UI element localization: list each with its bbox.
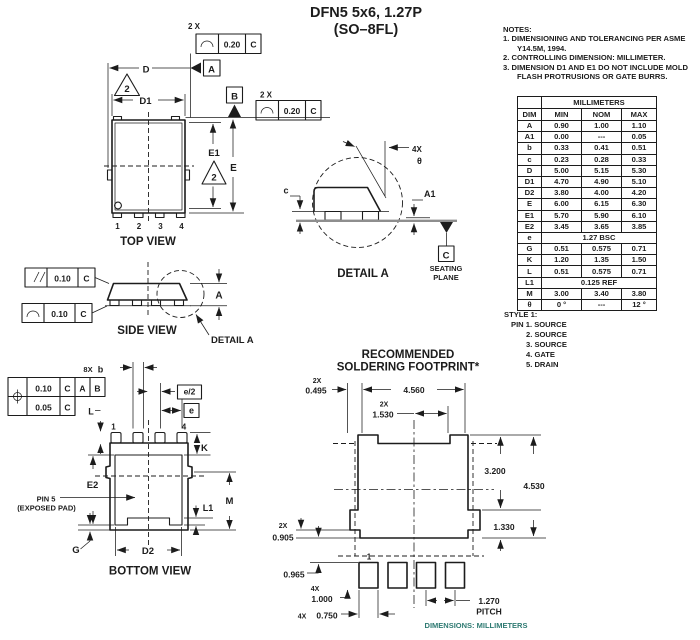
dim-a-label: A: [215, 290, 223, 302]
profile-datum-3: C: [80, 309, 87, 319]
dimensions-note: DIMENSIONS: MILLIMETERS: [424, 621, 528, 630]
qty-2x-top: 2 X: [187, 22, 201, 31]
fp-dim-0965: 0.965: [283, 569, 305, 580]
parallelism-symbol-icon: [34, 272, 45, 282]
qty-2x-0495: 2X: [312, 378, 322, 385]
qty-8x: 8X: [83, 365, 93, 374]
side-view-caption: SIDE VIEW: [117, 325, 177, 337]
table-row: e 1.27 BSC: [518, 232, 657, 243]
pin5-label: PIN 5: [36, 494, 56, 504]
qty-2x-1530: 2X: [379, 401, 389, 409]
drawing-title: [286, 5, 446, 38]
dim-g-label: G: [72, 545, 80, 556]
datum-b-triangle-icon: [228, 105, 241, 118]
table-corner-cell: [518, 97, 542, 109]
table-row: L1 0.125 REF: [518, 277, 657, 288]
table-row: D1 4.70 4.90 5.10: [518, 176, 657, 187]
dim-l1-label: L1: [202, 503, 214, 513]
profile-tol-1: 0.20: [223, 39, 241, 50]
table-row: L 0.51 0.575 0.71: [518, 266, 657, 277]
parallel-tol: 0.10: [54, 273, 71, 284]
style-pin-1: PIN 1. SOURCE: [511, 320, 567, 329]
style-pin-4: 4. GATE: [526, 350, 555, 359]
fp-dim-1270: 1.270: [478, 596, 500, 606]
fp-dim-1530: 1.530: [372, 409, 394, 420]
table-row: G 0.51 0.575 0.71: [518, 244, 657, 255]
table-header-row: DIM MIN NOM MAX: [518, 109, 657, 121]
detail-a-zoom-circle: [157, 271, 204, 318]
exposed-pad-label: (EXPOSED PAD): [17, 503, 76, 513]
style-pin-3: 3. SOURCE: [526, 340, 567, 349]
dim-d-label: D: [142, 64, 150, 76]
table-row: c 0.23 0.28 0.33: [518, 154, 657, 165]
note-item: 1. DIMENSIONING AND TOLERANCING PER ASME Y14.5M, 1994.: [503, 34, 686, 53]
bottom-view-caption: BOTTOM VIEW: [108, 565, 192, 578]
datum-b-label: B: [231, 91, 238, 103]
profile-tol-3: 0.10: [51, 309, 68, 319]
datum-c-label: C: [442, 250, 450, 262]
datum-a-triangle-icon: [191, 63, 202, 74]
dim-e-label: E: [230, 163, 237, 174]
style-pin-5: 5. DRAIN: [526, 360, 559, 369]
position-datum-c: C: [64, 383, 71, 394]
fp-dim-1330: 1.330: [493, 522, 515, 532]
profile-symbol-icon: [27, 311, 39, 317]
dim-l-label: L: [88, 406, 94, 417]
dim-m-label: M: [225, 496, 234, 507]
position-datum-c2: C: [64, 402, 71, 413]
bottom-pin1-label: 1: [111, 422, 116, 432]
profile-datum-2: C: [310, 106, 317, 116]
top-pin2-label: 2: [136, 222, 142, 231]
dim-d2-label: D2: [141, 546, 155, 557]
detail-a-ref-label: DETAIL A: [211, 335, 254, 346]
top-view-caption: TOP VIEW: [120, 236, 176, 248]
position-symbol-icon: [11, 390, 25, 404]
fp-dim-0750: 0.750: [316, 610, 338, 621]
top-pin1-label: 1: [115, 222, 120, 231]
title-line-2: (SO–8FL): [333, 21, 399, 38]
top-pin3-label: 3: [158, 222, 163, 231]
fp-dim-0495: 0.495: [305, 385, 327, 396]
table-group-header-row: [518, 97, 657, 109]
bottom-view: [8, 362, 236, 578]
fp-dim-3200: 3.200: [484, 466, 506, 476]
table-row: b 0.33 0.41 0.51: [518, 143, 657, 154]
side-view: [22, 262, 254, 346]
detail-a-view: [283, 141, 462, 282]
datum-a-label: A: [208, 64, 215, 76]
notes-block: [503, 25, 689, 81]
fp-dim-4530: 4.530: [523, 481, 545, 491]
table-row: D2 3.80 4.00 4.20: [518, 188, 657, 199]
table-row: K 1.20 1.35 1.50: [518, 255, 657, 266]
qty-4x-theta: 4X: [412, 145, 422, 154]
table-row: D 5.00 5.15 5.30: [518, 165, 657, 176]
profile-tol-2: 0.20: [283, 106, 301, 116]
dim-small-e-label: e: [188, 405, 195, 416]
fp-dim-4560: 4.560: [403, 385, 425, 395]
table-row: E1 5.70 5.90 6.10: [518, 210, 657, 221]
note-triangle-1-label: 2: [124, 84, 130, 95]
fp-dim-1000: 1.000: [311, 594, 333, 604]
table-row: A1 0.00 --- 0.05: [518, 132, 657, 143]
position-datum-b: B: [94, 383, 101, 394]
note-item: 3. DIMENSION D1 AND E1 DO NOT INCLUDE MOLD FLASH PROTRUSIONS OR GATE BURRS.: [503, 62, 688, 82]
profile-symbol-icon: [201, 41, 213, 47]
soldering-footprint: [272, 349, 546, 630]
footprint-caption-2: SOLDERING FOOTPRINT*: [336, 361, 480, 374]
title-line-1: DFN5 5x6, 1.27P: [309, 5, 423, 21]
pin1-indicator-icon: [115, 202, 122, 209]
fp-dim-0905: 0.905: [272, 532, 294, 543]
table-row: E 6.00 6.15 6.30: [518, 199, 657, 210]
profile-symbol-icon: [261, 108, 273, 114]
style-heading: STYLE 1:: [504, 310, 538, 319]
fp-pitch-label: PITCH: [476, 606, 502, 617]
qty-2x-lower: 2 X: [259, 90, 273, 100]
dim-k-label: K: [201, 443, 208, 454]
style-pin-2: 2. SOURCE: [526, 330, 567, 339]
notes-heading: NOTES:: [503, 25, 532, 34]
top-view: [104, 22, 330, 248]
seating-datum-triangle-icon: [440, 222, 453, 233]
dim-e1-label: E1: [208, 148, 220, 159]
parallel-datum: C: [83, 273, 90, 284]
seating-plane-caption-1: SEATING: [429, 264, 463, 273]
qty-4x-1000: 4X: [310, 586, 320, 593]
table-row: θ 0 ° --- 12 °: [518, 300, 657, 311]
qty-4x-0750: 4X: [297, 613, 307, 621]
table-group-header: MILLIMETERS: [542, 97, 657, 109]
position-tol-2: 0.05: [35, 402, 52, 413]
note-triangle-2-label: 2: [211, 172, 217, 184]
table-row: A 0.90 1.00 1.10: [518, 121, 657, 132]
dim-e2-label: E2: [86, 480, 99, 491]
dim-c-label: c: [283, 185, 289, 196]
seating-plane-caption-2: PLANE: [433, 273, 459, 282]
dim-a1-label: A1: [424, 189, 436, 199]
footprint-caption-1: RECOMMENDED: [361, 349, 455, 361]
detail-a-caption: DETAIL A: [337, 268, 389, 280]
position-datum-a: A: [79, 383, 86, 394]
profile-datum-1: C: [250, 39, 257, 50]
position-tol-1: 0.10: [35, 383, 52, 394]
note-item: 2. CONTROLLING DIMENSION: MILLIMETER.: [503, 53, 666, 63]
dim-e-half-label: e/2: [183, 386, 196, 397]
style-block: [504, 310, 567, 370]
table-row: M 3.00 3.40 3.80: [518, 288, 657, 299]
dim-theta-label: θ: [417, 156, 422, 166]
dim-d1-label: D1: [139, 96, 152, 107]
footprint-pin1-label: 1: [366, 552, 372, 562]
dim-b-label: b: [97, 364, 104, 375]
dimension-table: [517, 96, 657, 311]
table-row: E2 3.45 3.65 3.85: [518, 221, 657, 232]
qty-2x-0905: 2X: [278, 523, 288, 530]
top-pin4-label: 4: [179, 222, 184, 231]
bottom-pin4-label: 4: [181, 422, 187, 432]
